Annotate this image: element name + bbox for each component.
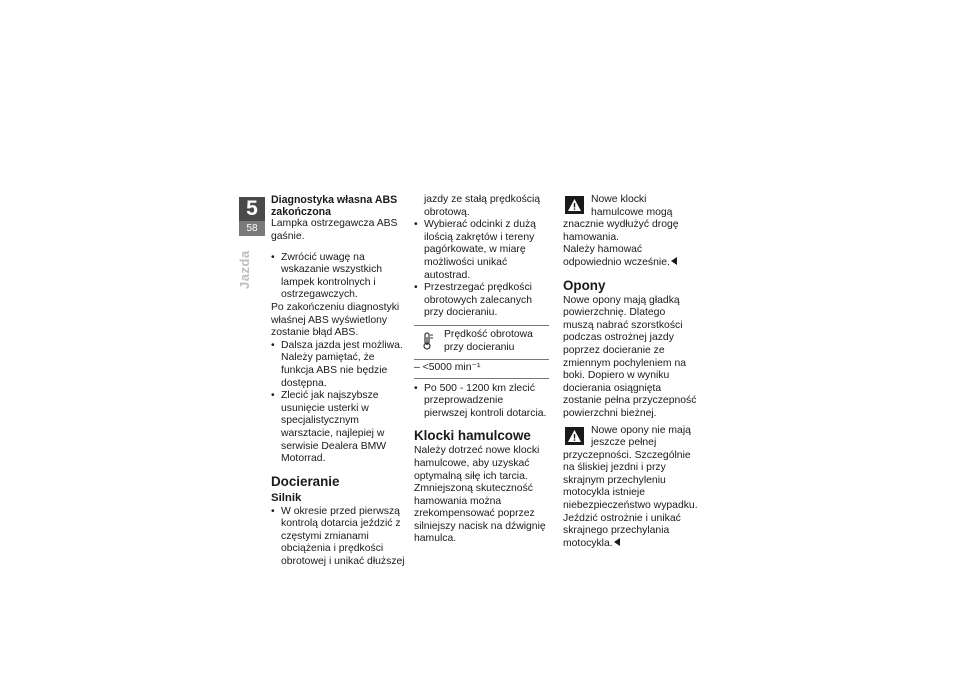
- tyre-warning-advice: Jeździć ostrożnie i unikać skrajnego przechylania motocykla.: [563, 512, 681, 549]
- warning-triangle-icon: [565, 427, 584, 445]
- chapter-tab: [239, 197, 265, 236]
- spec-value: – <5000 min⁻¹: [414, 359, 549, 378]
- warning-triangle-icon: [565, 196, 584, 214]
- tyre-warning: [563, 425, 698, 513]
- chapter-number: 5: [246, 197, 258, 220]
- chapter-side-label: Jazda: [237, 250, 252, 289]
- end-marker-icon: [614, 538, 620, 546]
- column-3: [563, 194, 698, 550]
- brake-paragraph: Należy dotrzeć nowe klocki hamulcowe, aby uzyskać optymalną siłę ich tarcia. Zmniejszoną skuteczność hamowania można zrekompensować poprzez silniejszy nacisk na dźwignię hamulca.: [414, 445, 546, 545]
- column-2: [414, 194, 549, 546]
- abs-list-1: [271, 252, 406, 302]
- engine-list-cont: [414, 219, 549, 320]
- brake-warning-lead: Nowe klocki hamulcowe mogą znacznie wydłużyć: [563, 194, 673, 231]
- list-item: • Zlecić jak najszybsze usunięcie usterki w specjalistycznym warsztacie, najlepiej w serwisie Dealera BMW Motorrad.: [271, 390, 406, 466]
- column-1: [271, 194, 406, 569]
- section-heading-docieranie: Docieranie: [271, 473, 340, 489]
- tyre-warning-rest: Szczególnie na śliskiej jezdni i przy skrajnym przechyleniu motocykla istnieje niebezpieczeństwo wypadku.: [563, 449, 698, 512]
- abs-intro: Lampka ostrzegawcza ABS gaśnie.: [271, 218, 398, 242]
- list-item: • Dalsza jazda jest możliwa. Należy pamiętać, że funkcja ABS nie będzie dostępna.: [271, 340, 406, 390]
- section-heading-klocki: Klocki hamulcowe: [414, 428, 531, 444]
- list-item: • Przestrzegać prędkości obrotowych zalecanych przy docieraniu.: [414, 282, 549, 320]
- spec-table: [414, 325, 549, 379]
- brake-warning: [563, 194, 698, 244]
- section-heading-opony: Opony: [563, 277, 606, 293]
- brake-warning-rest: drogę hamowania.: [563, 219, 679, 243]
- end-marker-icon: [671, 257, 677, 265]
- page-number: 58: [239, 221, 265, 236]
- list-item: • Wybierać odcinki z dużą ilością zakrętów i tereny pagórkowate, w miarę możliwości unikać autostrad.: [414, 219, 549, 282]
- subheading-silnik: Silnik: [271, 491, 302, 504]
- engine-list: [271, 506, 406, 569]
- abs-list-2: [271, 340, 406, 466]
- thermometer-gauge-icon: [420, 332, 434, 350]
- list-item: • W okresie przed pierwszą kontrolą dotarcia jeździć z częstymi zmianami obciążenia i prędkości obrotowej i unikać dłuższej: [271, 506, 406, 569]
- check-list: [414, 383, 549, 421]
- brake-warning-advice: Należy hamować odpowiednio wcześnie.: [563, 244, 670, 268]
- list-item: • Zwrócić uwagę na wskazanie wszystkich lampek kontrolnych i ostrzegawczych.: [271, 252, 406, 302]
- list-item: • Po 500 - 1200 km zlecić przeprowadzenie pierwszej kontroli dotarcia.: [414, 383, 549, 421]
- abs-paragraph: Po zakończeniu diagnostyki właśnej ABS wyświetlony zostanie błąd ABS.: [271, 301, 400, 339]
- tyre-warning-lead: Nowe opony nie mają jeszcze pełnej przyczepności.: [563, 424, 691, 461]
- abs-heading: Diagnostyka własna ABS zakończona: [271, 194, 398, 219]
- continued-text: jazdy ze stałą prędkością obrotową.: [424, 194, 541, 218]
- tyre-paragraph: Nowe opony mają gładką powierzchnię. Dlatego muszą nabrać szorstkości podczas ostrożnej jazdy poprzez docieranie ze zmiennym pochyleniem na boki. Dopiero w wyniku docierania osiągnięta zostanie pełna przyczepność powierzchni bieżnej.: [563, 294, 697, 419]
- spec-label: Prędkość obrotowa przy docieraniu: [444, 328, 533, 353]
